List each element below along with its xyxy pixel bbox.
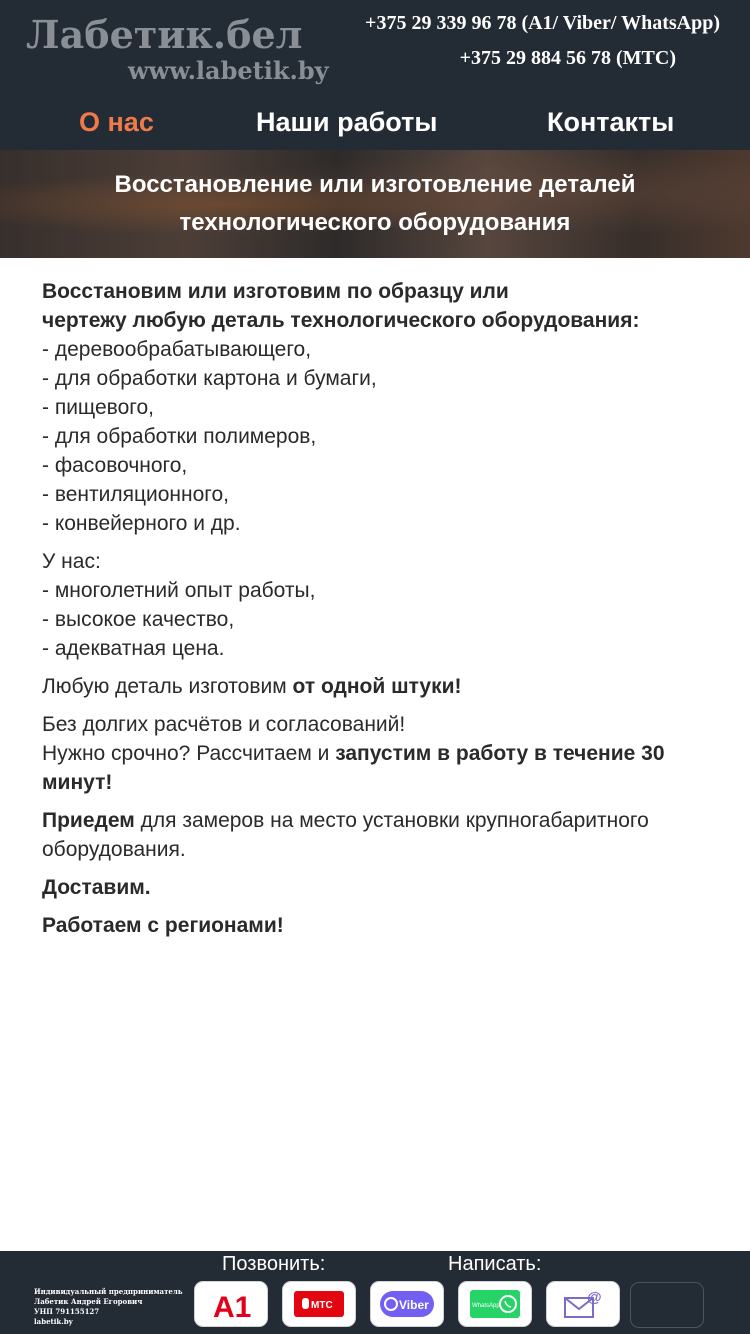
- email-icon: [563, 1288, 603, 1320]
- hero-banner: [0, 150, 750, 258]
- list-item: - конвейерного и др.: [42, 512, 241, 535]
- come-paragraph: [42, 806, 712, 864]
- legal-info: [34, 1287, 183, 1327]
- whatsapp-logo-icon: [470, 1290, 520, 1318]
- list-item: - для обработки полимеров,: [42, 425, 317, 448]
- list-item: - пищевого,: [42, 396, 154, 419]
- hero-title-line1: Восстановление или изготовление деталей: [114, 171, 636, 198]
- site-header: [0, 0, 750, 150]
- list-item: - адекватная цена.: [42, 637, 225, 660]
- urgent-bold: запустим в работу в течение 30 минут!: [42, 742, 665, 794]
- viber-logo-icon: [380, 1291, 434, 1317]
- list-item: - высокое качество,: [42, 608, 235, 631]
- main-nav: [0, 100, 750, 150]
- legal-line: Лабетик Андрей Егорович: [34, 1297, 143, 1306]
- a1-logo-icon: [211, 1287, 251, 1321]
- deliver-paragraph: [42, 873, 712, 902]
- nav-item-about[interactable]: О нас: [79, 107, 154, 137]
- contact-footer: [0, 1251, 750, 1334]
- advantages-title: У нас:: [42, 550, 101, 573]
- svg-text:@: @: [587, 1289, 602, 1306]
- whatsapp-logo-text: WhatsApp: [472, 1303, 500, 1309]
- phone-a1-link[interactable]: +375 29 339 96 78 (A1/ Viber/ WhatsApp): [365, 12, 720, 34]
- list-item: - для обработки картона и бумаги,: [42, 367, 377, 390]
- a1-logo-text: A1: [213, 1291, 251, 1321]
- extra-contact-button[interactable]: [630, 1282, 704, 1328]
- logo-site-url[interactable]: www.labetik.by: [128, 56, 329, 85]
- main-content: [42, 277, 712, 949]
- urgent-paragraph: [42, 710, 712, 797]
- nav-item-contacts[interactable]: Контакты: [547, 107, 675, 137]
- legal-line: УНП 791155127: [34, 1307, 100, 1316]
- call-a1-button[interactable]: [194, 1281, 268, 1327]
- email-button[interactable]: [546, 1281, 620, 1327]
- viber-button[interactable]: [370, 1281, 444, 1327]
- nav-item-works[interactable]: Наши работы: [256, 107, 438, 137]
- urgent-text: Нужно срочно? Рассчитаем и: [42, 742, 336, 765]
- viber-logo-text: Viber: [399, 1298, 429, 1312]
- mts-logo-icon: [294, 1291, 344, 1317]
- call-label: Позвонить:: [222, 1253, 326, 1275]
- list-item: - фасовочного,: [42, 454, 188, 477]
- list-item: - многолетний опыт работы,: [42, 579, 316, 602]
- deliver-text: Доставим.: [42, 876, 151, 899]
- mts-logo-text: МТС: [311, 1300, 333, 1311]
- regions-paragraph: [42, 911, 712, 940]
- intro-heading-2: чертежу любую деталь технологического оборудования:: [42, 309, 640, 332]
- whatsapp-button[interactable]: [458, 1281, 532, 1327]
- list-item: - деревообрабатывающего,: [42, 338, 312, 361]
- come-text: для замеров на место установки крупногабаритного оборудования.: [42, 809, 649, 861]
- advantages-paragraph: [42, 547, 712, 663]
- any-part-bold: от одной штуки!: [292, 675, 462, 698]
- logo[interactable]: Лабетик.бел: [26, 12, 303, 57]
- any-part-paragraph: [42, 672, 712, 701]
- hero-title: [0, 166, 750, 242]
- intro-paragraph: [42, 277, 712, 538]
- any-part-text: Любую деталь изготовим: [42, 675, 293, 698]
- intro-heading-1: Восстановим или изготовим по образцу или: [42, 280, 509, 303]
- regions-text: Работаем с регионами!: [42, 914, 284, 937]
- phone-mts-link[interactable]: +375 29 884 56 78 (МТС): [459, 47, 676, 69]
- list-item: - вентиляционного,: [42, 483, 230, 506]
- write-label: Написать:: [448, 1253, 542, 1275]
- call-mts-button[interactable]: [282, 1281, 356, 1327]
- legal-line: labetik.by: [34, 1317, 73, 1326]
- come-bold: Приедем: [42, 809, 135, 832]
- hero-title-line2: технологического оборудования: [179, 209, 571, 236]
- no-long-text: Без долгих расчётов и согласований!: [42, 713, 406, 736]
- legal-line: Индивидуальный предприниматель: [34, 1287, 183, 1296]
